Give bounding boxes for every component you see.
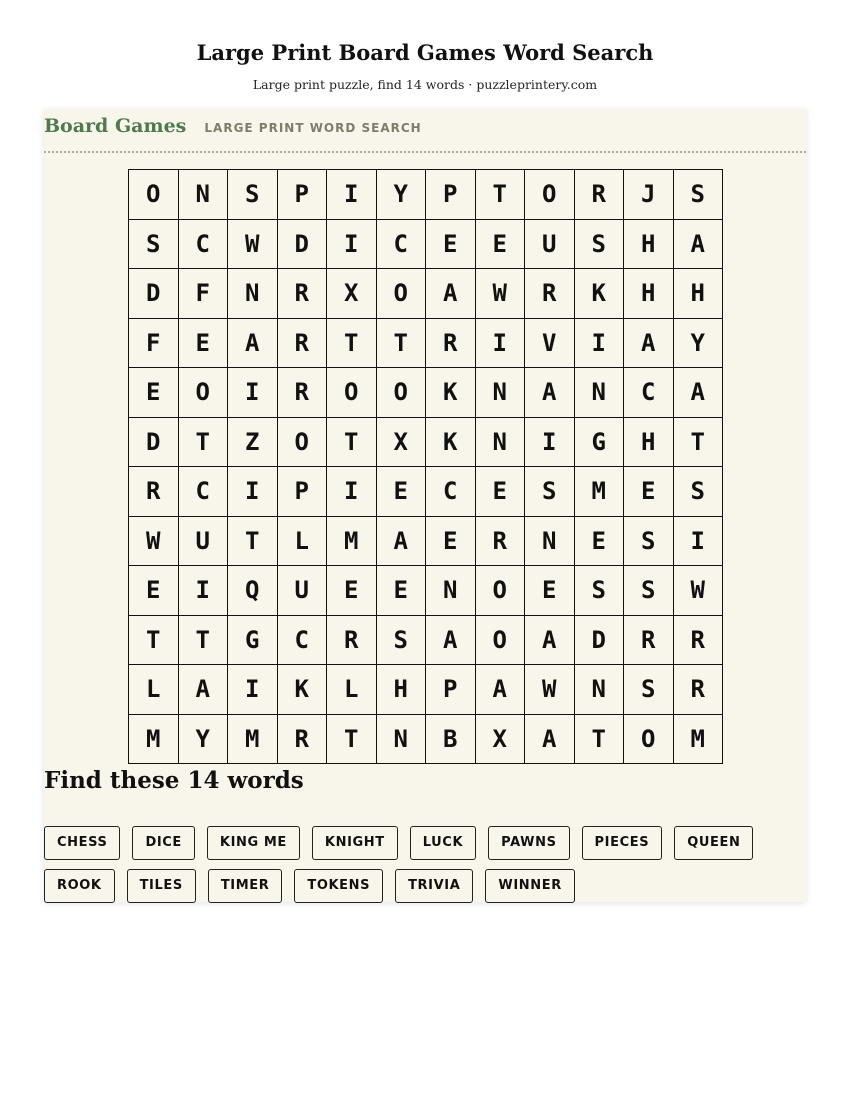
grid-cell[interactable]: P bbox=[278, 170, 328, 220]
word-chip: ROOK bbox=[44, 869, 115, 903]
card-header bbox=[44, 109, 806, 153]
grid-cell[interactable]: Y bbox=[674, 319, 724, 369]
grid-cell[interactable]: H bbox=[624, 220, 674, 270]
grid-cell[interactable]: S bbox=[575, 566, 625, 616]
grid-cell[interactable]: Y bbox=[377, 170, 427, 220]
grid-cell[interactable]: E bbox=[575, 517, 625, 567]
grid-cell[interactable]: S bbox=[228, 170, 278, 220]
word-chip: PIECES bbox=[582, 826, 663, 860]
word-chip: TILES bbox=[127, 869, 196, 903]
grid-cell[interactable]: N bbox=[575, 368, 625, 418]
grid-cell[interactable]: A bbox=[525, 368, 575, 418]
grid-cell[interactable]: C bbox=[179, 467, 229, 517]
grid-cell[interactable]: I bbox=[327, 220, 377, 270]
grid-cell[interactable]: T bbox=[327, 319, 377, 369]
grid-cell[interactable]: A bbox=[426, 269, 476, 319]
grid-cell[interactable]: D bbox=[129, 269, 179, 319]
grid-cell[interactable]: R bbox=[575, 170, 625, 220]
grid-cell[interactable]: N bbox=[476, 368, 526, 418]
grid-cell[interactable]: N bbox=[575, 665, 625, 715]
grid-cell[interactable]: X bbox=[327, 269, 377, 319]
grid-cell[interactable]: D bbox=[129, 418, 179, 468]
grid-cell[interactable]: T bbox=[575, 715, 625, 765]
grid-cell[interactable]: K bbox=[426, 368, 476, 418]
grid-cell[interactable]: X bbox=[377, 418, 427, 468]
grid-cell[interactable]: O bbox=[179, 368, 229, 418]
grid-cell[interactable]: L bbox=[129, 665, 179, 715]
grid-cell[interactable]: N bbox=[426, 566, 476, 616]
grid-cell[interactable]: E bbox=[129, 368, 179, 418]
grid-cell[interactable]: R bbox=[674, 616, 724, 666]
grid-cell[interactable]: I bbox=[327, 467, 377, 517]
grid-cell[interactable]: I bbox=[228, 665, 278, 715]
grid-cell[interactable]: S bbox=[674, 467, 724, 517]
grid-cell[interactable]: E bbox=[426, 220, 476, 270]
grid-cell[interactable]: N bbox=[228, 269, 278, 319]
grid-cell[interactable]: O bbox=[278, 418, 328, 468]
grid-cell[interactable]: A bbox=[179, 665, 229, 715]
grid-cell[interactable]: Y bbox=[179, 715, 229, 765]
page-header bbox=[0, 0, 850, 92]
grid-cell[interactable]: O bbox=[525, 170, 575, 220]
grid-cell[interactable]: I bbox=[228, 467, 278, 517]
grid-cell[interactable]: R bbox=[278, 269, 328, 319]
grid-cell[interactable]: M bbox=[327, 517, 377, 567]
grid-cell[interactable]: E bbox=[426, 517, 476, 567]
grid-cell[interactable]: E bbox=[179, 319, 229, 369]
grid-cell[interactable]: E bbox=[129, 566, 179, 616]
grid-cell[interactable]: K bbox=[278, 665, 328, 715]
grid-cell[interactable]: J bbox=[624, 170, 674, 220]
word-chip: DICE bbox=[132, 826, 194, 860]
grid-cell[interactable]: H bbox=[624, 269, 674, 319]
grid-cell[interactable]: G bbox=[575, 418, 625, 468]
grid-cell[interactable]: T bbox=[476, 170, 526, 220]
grid-cell[interactable]: C bbox=[426, 467, 476, 517]
grid-cell[interactable]: C bbox=[377, 220, 427, 270]
grid-cell[interactable]: E bbox=[624, 467, 674, 517]
grid-cell[interactable]: I bbox=[674, 517, 724, 567]
card-title: Board Games bbox=[44, 115, 187, 137]
grid-cell[interactable]: O bbox=[476, 566, 526, 616]
grid-cell[interactable]: I bbox=[228, 368, 278, 418]
grid-cell[interactable]: S bbox=[624, 566, 674, 616]
grid-cell[interactable]: Q bbox=[228, 566, 278, 616]
letter-grid bbox=[128, 169, 723, 764]
word-chip: CHESS bbox=[44, 826, 120, 860]
page-title: Large Print Board Games Word Search bbox=[196, 40, 654, 65]
page-subtitle: Large print puzzle, find 14 words · puzzleprintery.com bbox=[252, 77, 598, 92]
grid-cell[interactable]: H bbox=[674, 269, 724, 319]
grid-cell[interactable]: M bbox=[228, 715, 278, 765]
grid-cell[interactable]: I bbox=[327, 170, 377, 220]
grid-cell[interactable]: A bbox=[674, 368, 724, 418]
grid-cell[interactable]: A bbox=[228, 319, 278, 369]
grid-cell[interactable]: D bbox=[575, 616, 625, 666]
grid-cell[interactable]: P bbox=[426, 170, 476, 220]
word-list bbox=[44, 826, 784, 903]
grid-cell[interactable]: S bbox=[377, 616, 427, 666]
grid-cell[interactable]: A bbox=[624, 319, 674, 369]
word-chip: LUCK bbox=[410, 826, 476, 860]
grid-cell[interactable]: T bbox=[327, 715, 377, 765]
grid-cell[interactable]: W bbox=[228, 220, 278, 270]
grid-cell[interactable]: T bbox=[327, 418, 377, 468]
grid-cell[interactable]: T bbox=[129, 616, 179, 666]
grid-cell[interactable]: W bbox=[525, 665, 575, 715]
grid-cell[interactable]: L bbox=[278, 517, 328, 567]
grid-cell[interactable]: S bbox=[624, 517, 674, 567]
grid-cell[interactable]: R bbox=[624, 616, 674, 666]
grid-cell[interactable]: D bbox=[278, 220, 328, 270]
grid-cell[interactable]: A bbox=[674, 220, 724, 270]
grid-cell[interactable]: C bbox=[179, 220, 229, 270]
grid-cell[interactable]: N bbox=[179, 170, 229, 220]
grid-cell[interactable]: P bbox=[278, 467, 328, 517]
grid-cell[interactable]: T bbox=[228, 517, 278, 567]
grid-cell[interactable]: E bbox=[377, 566, 427, 616]
grid-cell[interactable]: R bbox=[129, 467, 179, 517]
puzzle-card bbox=[44, 109, 806, 902]
grid-cell[interactable]: T bbox=[179, 418, 229, 468]
grid-cell[interactable]: R bbox=[278, 368, 328, 418]
grid-cell[interactable]: R bbox=[426, 319, 476, 369]
grid-cell[interactable]: W bbox=[476, 269, 526, 319]
grid-cell[interactable]: R bbox=[525, 269, 575, 319]
grid-cell[interactable]: O bbox=[129, 170, 179, 220]
grid-cell[interactable]: O bbox=[377, 368, 427, 418]
word-chip: WINNER bbox=[485, 869, 574, 903]
card-tag: LARGE PRINT WORD SEARCH bbox=[204, 121, 422, 135]
grid-cell[interactable]: I bbox=[179, 566, 229, 616]
grid-cell[interactable]: O bbox=[327, 368, 377, 418]
grid-cell[interactable]: U bbox=[525, 220, 575, 270]
grid-cell[interactable]: S bbox=[624, 665, 674, 715]
grid-cell[interactable]: T bbox=[179, 616, 229, 666]
grid-cell[interactable]: A bbox=[426, 616, 476, 666]
grid-cell[interactable]: E bbox=[476, 467, 526, 517]
grid-cell[interactable]: G bbox=[228, 616, 278, 666]
grid-cell[interactable]: C bbox=[624, 368, 674, 418]
grid-cell[interactable]: S bbox=[129, 220, 179, 270]
grid-cell[interactable]: E bbox=[525, 566, 575, 616]
grid-cell[interactable]: P bbox=[426, 665, 476, 715]
grid-cell[interactable]: S bbox=[525, 467, 575, 517]
grid-cell[interactable]: B bbox=[426, 715, 476, 765]
grid-cell[interactable]: E bbox=[476, 220, 526, 270]
grid-cell[interactable]: U bbox=[179, 517, 229, 567]
grid-cell[interactable]: C bbox=[278, 616, 328, 666]
grid-cell[interactable]: R bbox=[278, 715, 328, 765]
word-chip: KNIGHT bbox=[312, 826, 398, 860]
word-chip: TOKENS bbox=[294, 869, 383, 903]
grid-cell[interactable]: N bbox=[377, 715, 427, 765]
words-heading: Find these 14 words bbox=[44, 767, 304, 794]
grid-cell[interactable]: H bbox=[377, 665, 427, 715]
grid-cell[interactable]: U bbox=[278, 566, 328, 616]
grid-cell[interactable]: K bbox=[575, 269, 625, 319]
grid-cell[interactable]: W bbox=[674, 566, 724, 616]
grid-cell[interactable]: N bbox=[476, 418, 526, 468]
grid-cell[interactable]: R bbox=[278, 319, 328, 369]
grid-cell[interactable]: R bbox=[476, 517, 526, 567]
word-chip: TIMER bbox=[208, 869, 283, 903]
grid-cell[interactable]: T bbox=[674, 418, 724, 468]
grid-cell[interactable]: M bbox=[129, 715, 179, 765]
grid-cell[interactable]: O bbox=[624, 715, 674, 765]
grid-cell[interactable]: F bbox=[179, 269, 229, 319]
word-chip: PAWNS bbox=[488, 826, 569, 860]
grid-cell[interactable]: I bbox=[575, 319, 625, 369]
grid-cell[interactable]: L bbox=[327, 665, 377, 715]
grid-cell[interactable]: I bbox=[525, 418, 575, 468]
grid-cell[interactable]: W bbox=[129, 517, 179, 567]
grid-cell[interactable]: A bbox=[476, 665, 526, 715]
grid-cell[interactable]: O bbox=[476, 616, 526, 666]
grid-cell[interactable]: R bbox=[674, 665, 724, 715]
word-chip: TRIVIA bbox=[395, 869, 473, 903]
grid-cell[interactable]: K bbox=[426, 418, 476, 468]
grid-cell[interactable]: I bbox=[476, 319, 526, 369]
grid-cell[interactable]: E bbox=[327, 566, 377, 616]
grid-cell[interactable]: X bbox=[476, 715, 526, 765]
grid-cell[interactable]: Z bbox=[228, 418, 278, 468]
grid-cell[interactable]: T bbox=[377, 319, 427, 369]
grid-cell[interactable]: M bbox=[575, 467, 625, 517]
grid-cell[interactable]: A bbox=[525, 616, 575, 666]
grid-cell[interactable]: V bbox=[525, 319, 575, 369]
grid-cell[interactable]: H bbox=[624, 418, 674, 468]
grid-cell[interactable]: F bbox=[129, 319, 179, 369]
grid-cell[interactable]: E bbox=[377, 467, 427, 517]
grid-cell[interactable]: N bbox=[525, 517, 575, 567]
grid-cell[interactable]: O bbox=[377, 269, 427, 319]
grid-cell[interactable]: R bbox=[327, 616, 377, 666]
grid-cell[interactable]: S bbox=[575, 220, 625, 270]
word-chip: QUEEN bbox=[674, 826, 753, 860]
grid-cell[interactable]: M bbox=[674, 715, 724, 765]
grid-cell[interactable]: A bbox=[525, 715, 575, 765]
grid-cell[interactable]: A bbox=[377, 517, 427, 567]
grid-cell[interactable]: S bbox=[674, 170, 724, 220]
word-chip: KING ME bbox=[207, 826, 300, 860]
